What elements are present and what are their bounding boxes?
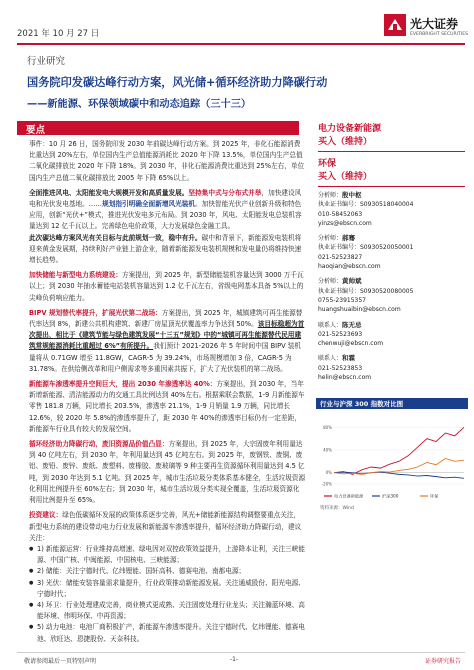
- rating-sector-2: 环保: [318, 159, 337, 169]
- event-paragraph: 事件：10 月 26 日，国务院印发 2030 年前碳达峰行动方案。到 2025 年，非化石能源消费比重达到 20%左右，单位国内生产总值能源消耗比 2020 年下降 13.5%，单位国内生产总值二氧化碳排放比 2020 年下降 18%。到 2030 年，非化石能源消费比重达到 25%左右，单位国内生产总值二氧化碳排放比 2005 年下降 65%以上。: [29, 140, 305, 182]
- y-tick-label: 0%: [325, 470, 332, 476]
- recycling-text: 方案提出，到 2025 年，大宗固废年利用量达到 40 亿吨左右，到 2030 年，年利用量达到 45 亿吨左右。到 2025 年，废钢铁、废铜、废铝、废铅、废锌、废纸、废塑料、废橡胶、废玻璃等 9 种主要再生资源循环利用量达到 4.5 亿吨，到 2030 年达到 5.1 亿吨。到 2025 年，城市生活垃圾分类体系基本健全，生活垃圾资源化利用比例提升至 60%左右；到 2030 年，城市生活垃圾分类实现全覆盖，生活垃圾资源化利用比例提升至 65%。: [29, 440, 306, 505]
- contact-phone: 021-52523853: [318, 364, 363, 372]
- bipv-paragraph: [29, 308, 306, 375]
- advice-lead: 投资建议：: [29, 511, 63, 520]
- analyst-name: 郝骞: [342, 234, 356, 243]
- contact-name: 和霖: [342, 354, 356, 363]
- analyst-email[interactable]: huangshuaibin@ebscn.com: [318, 306, 401, 314]
- chart-source: 资料来源：Wind: [320, 506, 354, 511]
- legend-label: 电力设备新能源: [334, 493, 364, 499]
- wind-solar-lead: 全面推进风电、太阳能发电大规模开发和高质量发展。: [29, 188, 189, 197]
- wind-solar-blue: 规划指引明确全面新增风光装机: [102, 200, 196, 209]
- logo-text-cn: 光大证券: [410, 17, 459, 31]
- analyst-card: [318, 277, 468, 314]
- report-title: 国务院印发碳达峰行动方案，风光储+循环经济助力降碳行动: [27, 76, 328, 89]
- rating-sector-1: 电力设备新能源: [318, 124, 382, 134]
- sidebar-divider: [318, 151, 465, 152]
- index-comparison-chart: [318, 412, 468, 512]
- wind-solar-tail: 。加快智能光伏产业创新升级和特色应用，创新“光伏+”模式，推进光伏发电多元布局。到 2030 年，风电、太阳能发电总装机容量达到 12 亿千瓦以上。完善绿色电价政策，大力发展绿色金融工具。: [29, 200, 302, 231]
- company-logo: [384, 12, 469, 44]
- storage-text: 方案提出，到 2025 年，新型储能装机容量达到 3000 万千瓦以上；到 2030 年抽水蓄能电站装机容量达到 1.2 亿千瓦左右，省级电网基本具备 5%以上的尖峰负荷响应能力。: [29, 271, 304, 302]
- advice-item: ● 1) 新能源运营：行业维持高增速、绿电因对双控政策效益提升，上游降本让利，关注三峡能源、中国广核、中闽能源、中国核电、三峡能源；: [29, 544, 306, 566]
- advice-item: ● 2) 储能：关注宁德时代、亿纬锂能、国轩高科、德赛电池、南都电源；: [29, 566, 306, 577]
- analyst-card: [318, 234, 468, 271]
- analyst-role: 分析师：: [318, 278, 343, 286]
- analyst-role: 分析师：: [318, 192, 343, 199]
- wind-solar-text: ，加快建设风电和光伏发电基地。……: [29, 188, 302, 209]
- advice-list: [29, 544, 306, 645]
- analyst-cert: 执业证书编号：S0930518040004: [318, 201, 414, 209]
- analyst-phone: 021-52523827: [318, 253, 363, 261]
- contact-role: 联系人：: [318, 355, 343, 363]
- recycling-lead: 循环经济助力降碳行动，废旧资源品价值凸显：: [29, 440, 169, 449]
- summary-body: [29, 139, 306, 645]
- analyst-name: 殷中枢: [342, 191, 362, 199]
- target-text: 碳中和背景下，新能源发电装机将迎来黄金发展期，持续利好产业链上游企业，随着新能源发电装机规模和发电量仍将维持快速增长趋势。: [29, 233, 302, 265]
- contact-role: 联系人：: [318, 321, 343, 329]
- y-tick-label: 40%: [323, 447, 332, 453]
- report-category: 行业研究: [27, 56, 66, 67]
- contact-card: [318, 321, 468, 349]
- analyst-cert: 执业证书编号：S0930520080005: [318, 287, 414, 295]
- bipv-tail: 我们预计 2021-2026 年 5 年时间中国 BIPV 装机量将从 0.71GW 增至 11.8GW，CAGR-5 为 39.24%，市场规模增加 3 倍，CAGR-5 为 31.78%。在供给侧改革和用户侧需求等多重因素共振下，扩大了光伏装机的第二战场。: [29, 342, 302, 373]
- summary-header-bar: [17, 121, 299, 135]
- analyst-email[interactable]: yinzs@ebscn.com: [318, 219, 372, 227]
- advice-item: ● 3) 光伏：储能安装容量需求量提升，行业政策推动新能源发展。关注通威股份、阳光电源、宁德时代；: [29, 578, 306, 600]
- report-date: 2021 年 10 月 27 日: [17, 29, 100, 39]
- ev-text: 方案提出，到 2030 年，当年新增新能源、清洁能源动力的交通工具比例达到 40%左右。根据乘联会数据，1-9 月新能源车零售 181.8 万辆，同比增长 203.5%，渗透率 21.1%，1-9 月销量 1.9 万辆，同比增长 12.6%，较 2020 年 5.8%的渗透率提升了，距 2030 年 40%的渗透率目标仍有一定差距，新能源车行业具有较大的发展空间。: [29, 380, 305, 433]
- legend-label: 环保: [430, 493, 439, 499]
- contact-email[interactable]: helin@ebscn.com: [318, 374, 372, 382]
- target-paragraph: [29, 233, 306, 267]
- page-number: -1-: [230, 656, 239, 663]
- contact-card: [318, 354, 468, 382]
- rating-value-1: 买入（维持）: [318, 137, 373, 147]
- legend-label: 沪深300: [382, 493, 399, 499]
- advice-paragraph: [29, 510, 306, 544]
- storage-paragraph: [29, 270, 306, 304]
- analyst-phone: 010-58452063: [318, 210, 363, 218]
- analyst-email[interactable]: haoqian@ebscn.com: [318, 263, 381, 271]
- chart-lines: [334, 427, 464, 478]
- bipv-text: 方案提出，到 2025 年，城镇建筑可再生能源替代率达到 8%，新建公共机构建筑、新建厂房屋顶光伏覆盖率力争达到 50%。: [29, 308, 303, 329]
- advice-item: ● 4) 环卫：行业处理建成完善，商业模式更成熟、关注固废处理行业龙头；关注瀚蓝环境、高能环境、伟明环保、中再资源；: [29, 600, 306, 622]
- sidebar-divider: [318, 186, 465, 187]
- analyst-role: 分析师：: [318, 235, 343, 243]
- advice-text: 绿色低碳循环发展的政策体系逐步完善，风光+储能新能源结构调整要重点关注，新型电力系统的建设带动电力行业发展和新能源车渗透率提升，循环经济助力降碳行动，建议关注：: [29, 511, 302, 542]
- wind-solar-paragraph: [29, 188, 306, 233]
- y-tick-label: 80%: [323, 424, 332, 430]
- analyst-name: 黄帅斌: [342, 277, 362, 286]
- bipv-underline: 该目标稳超为首次提出，相比于《建筑节能与绿色建筑发展“十三五”规划》中的“城镇可再生能源替代民用建筑常规能源消耗比重超过 6%”有所提升。: [29, 320, 305, 351]
- analyst-cert: 执业证书编号：S0930520050001: [318, 244, 414, 252]
- logo-mark-icon: [384, 14, 406, 36]
- storage-lead: 加快储能与新型电力系统建设：: [29, 271, 122, 280]
- series-line: [334, 427, 464, 474]
- analyst-card: [318, 191, 468, 228]
- advice-item: ● 5) 动力电池：电池厂商积极扩产，新能源车渗透率提升。关注宁德时代、亿纬锂能、德赛电池、欣旺达、恩捷股份、天奈科技。: [29, 622, 306, 644]
- report-subtitle: ——新能源、环保领域碳中和动态追踪（三十三）: [27, 99, 252, 110]
- bipv-lead: BIPV 规划替代率提升，扩展光伏第二战场：: [29, 308, 162, 317]
- y-tick-label: -20%: [321, 481, 332, 487]
- contact-phone: 021-52523693: [318, 330, 363, 338]
- ev-paragraph: [29, 379, 306, 435]
- analyst-phone: 0755-23915357: [318, 296, 366, 304]
- summary-heading: 要点: [26, 125, 46, 136]
- logo-text-en: EVERBRIGHT SECURITIES: [410, 32, 469, 37]
- footer-divider: [17, 652, 465, 653]
- footer-report-type: 证券研究报告: [425, 658, 462, 665]
- ev-lead: 新能源车渗透率提升空间巨大，提出 2030 年渗透率达 40%：: [29, 380, 217, 389]
- chart-title: 行业与沪深 300 指数对比图: [320, 400, 404, 408]
- sidebar: [318, 121, 468, 388]
- header-divider: [17, 43, 465, 45]
- chart-legend: [324, 493, 439, 500]
- recycling-paragraph: [29, 439, 306, 506]
- rating-value-2: 买入（维持）: [318, 172, 373, 182]
- footer-disclaimer[interactable]: 敬请参阅最后一页特别声明: [24, 658, 97, 665]
- wind-solar-highlight: 坚持集中式与分布式并举: [188, 188, 262, 197]
- contact-name: 陈无忌: [342, 320, 362, 329]
- contact-email[interactable]: chenwuji@ebscn.com: [318, 340, 384, 348]
- target-lead: 此次碳达峰方案风光有关目标与此前规划一致，稳中有升。: [29, 233, 202, 242]
